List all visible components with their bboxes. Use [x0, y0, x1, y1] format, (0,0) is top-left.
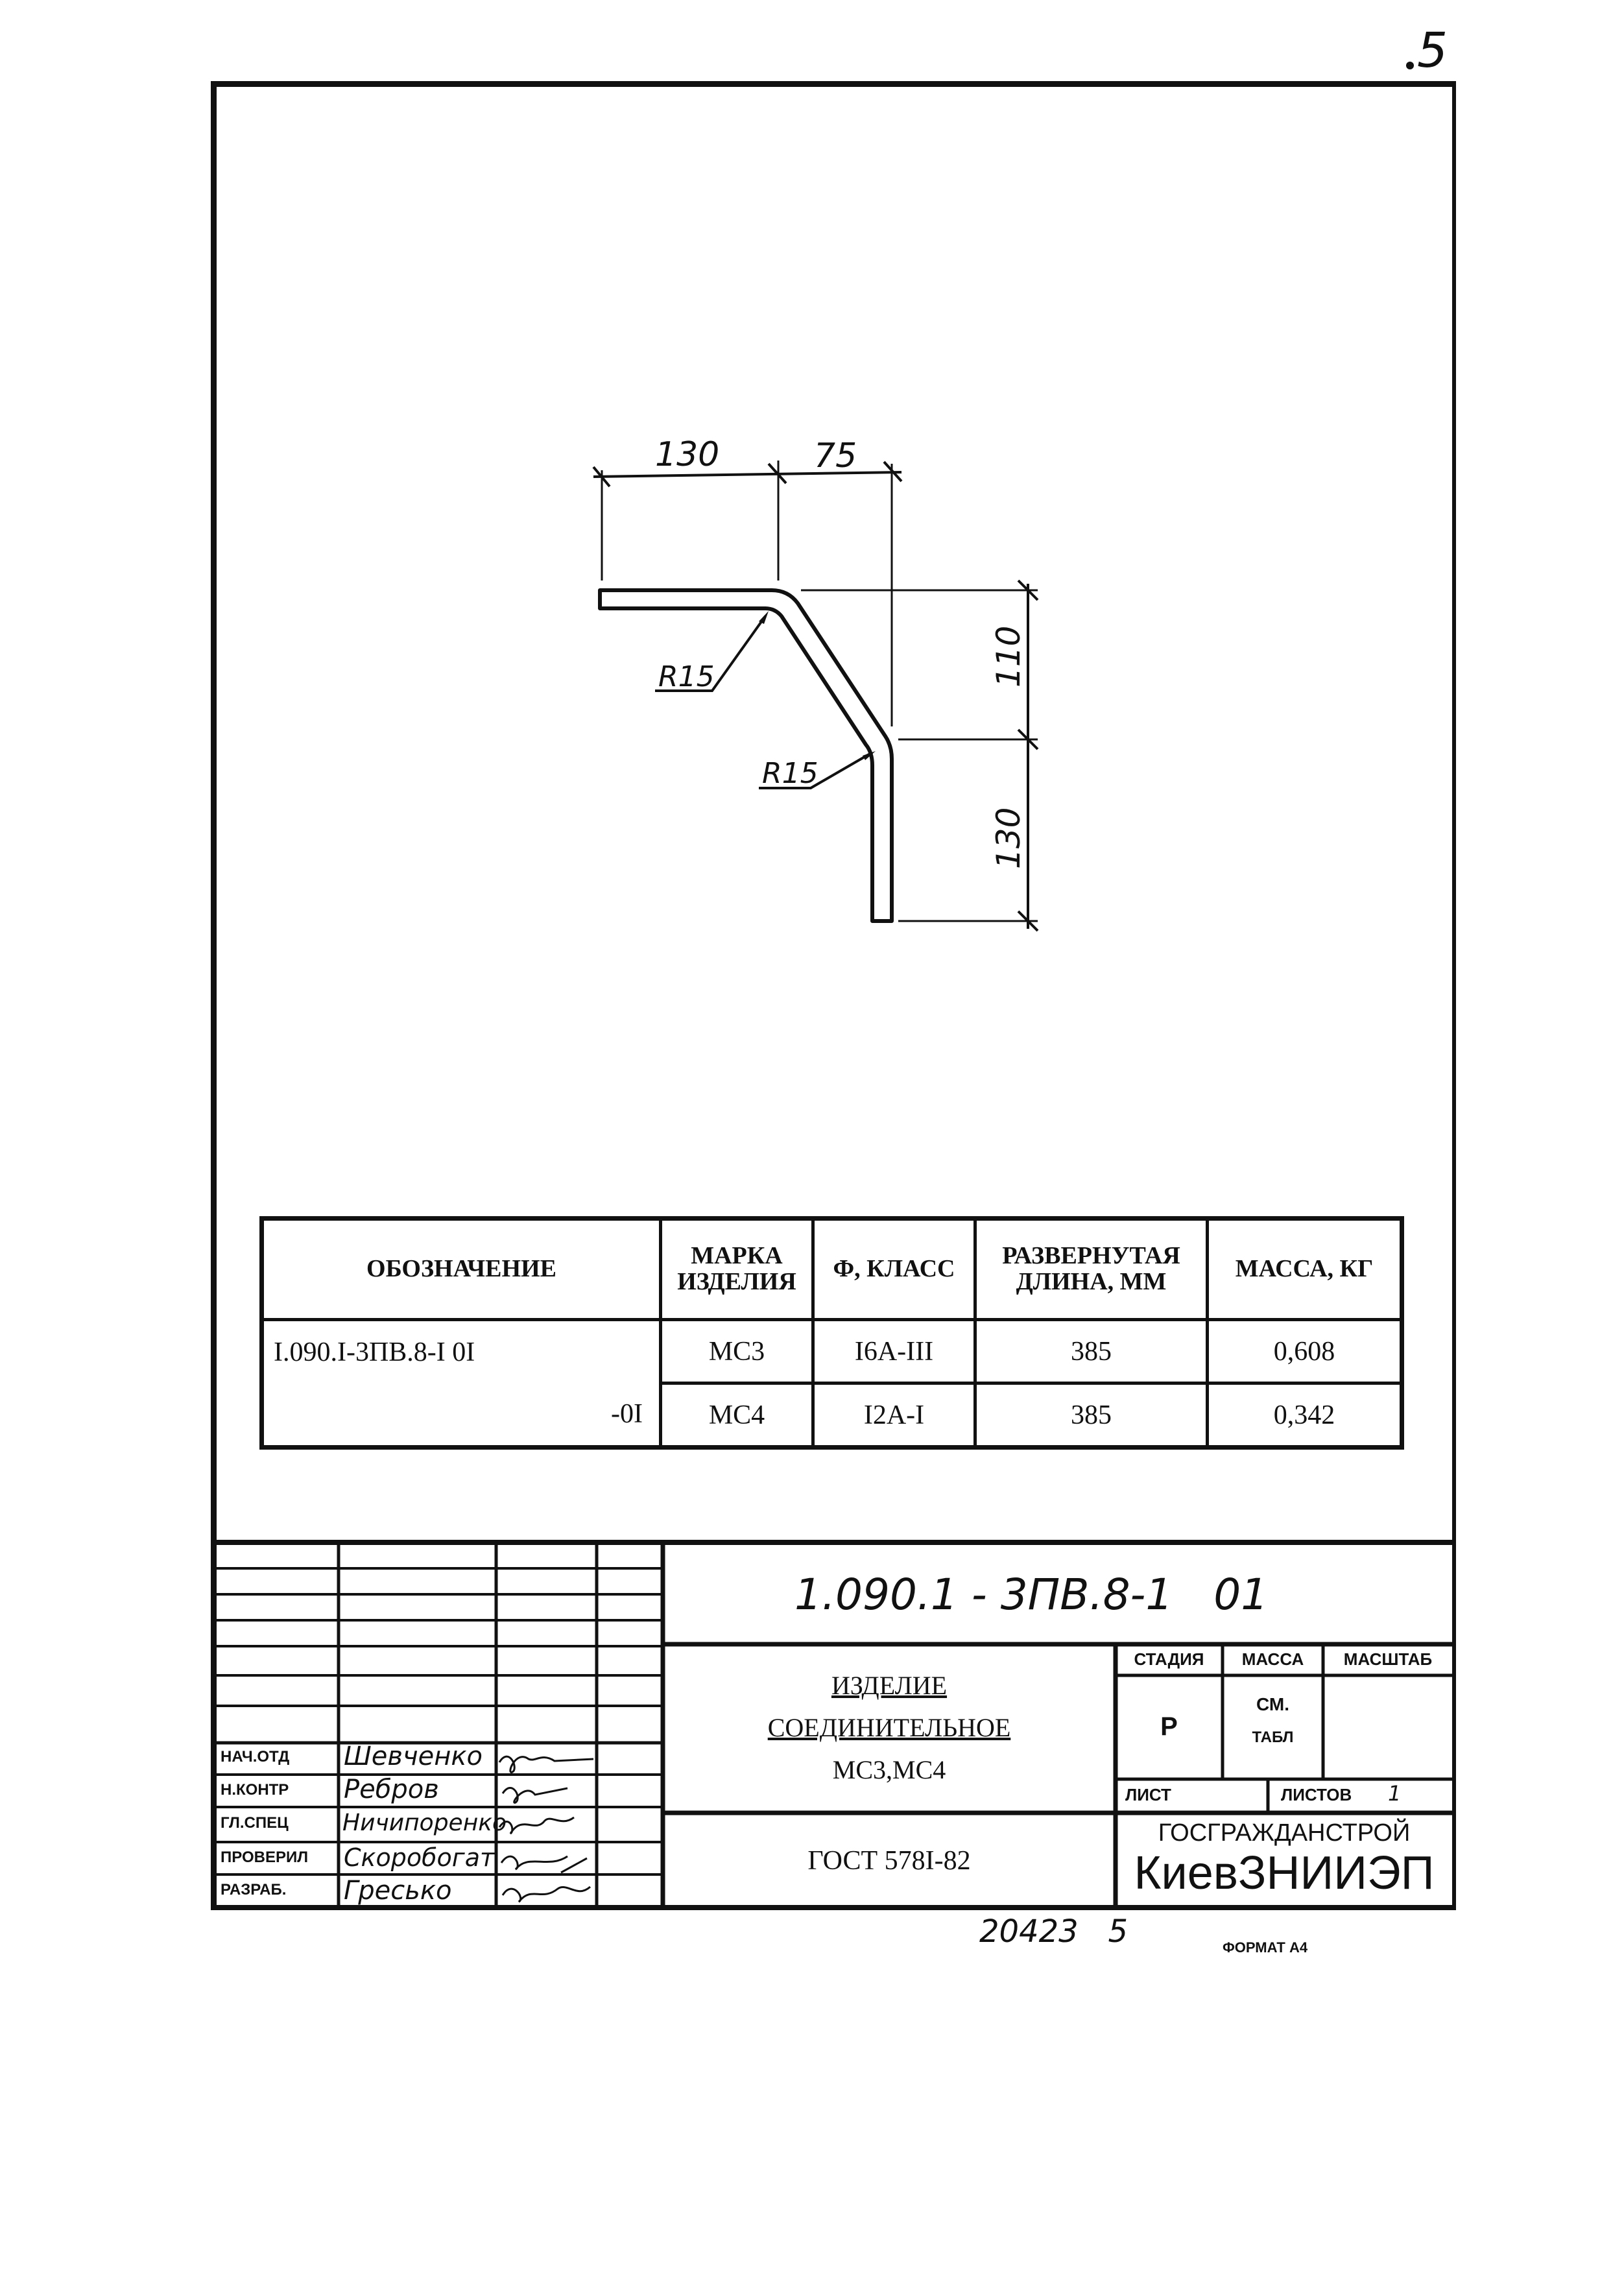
header-mark: МАРКА ИЗДЕЛИЯ — [661, 1219, 813, 1320]
page-number: 5 — [1417, 23, 1448, 78]
sig-role-razrab: РАЗРАБ. — [221, 1881, 287, 1898]
row2-mark: МС4 — [661, 1383, 813, 1448]
sig-name-razrab: Гресько — [344, 1876, 452, 1906]
sheets-label: ЛИСТОВ — [1281, 1785, 1352, 1804]
org-line2: КиевЗНИИЭП — [1134, 1847, 1435, 1899]
sig-name-gl-spec: Ничипоренко — [342, 1810, 507, 1836]
row1-mark: МС3 — [661, 1319, 813, 1383]
row1-length: 385 — [975, 1319, 1208, 1383]
header-designation: ОБОЗНАЧЕНИЕ — [262, 1219, 661, 1320]
header-class: Ф, КЛАСС — [813, 1219, 975, 1320]
mass-value-1: СМ. — [1256, 1694, 1289, 1714]
sig-name-n-kontr: Ребров — [344, 1775, 439, 1804]
sig-role-n-kontr: Н.КОНТР — [221, 1781, 289, 1799]
mass-value-2: ТАБЛ — [1252, 1729, 1294, 1746]
header-length: РАЗВЕРНУТАЯ ДЛИНА, ММ — [975, 1219, 1208, 1320]
signature-scribbles — [496, 1743, 597, 1907]
row1-mass: 0,608 — [1208, 1319, 1402, 1383]
row1-designation: I.090.I-3ПВ.8-I 0I — [262, 1319, 661, 1383]
inventory-number: 20423 5 — [979, 1913, 1128, 1950]
sig-name-proveril: Скоробогат — [344, 1843, 495, 1872]
scale-label: МАСШТАБ — [1343, 1649, 1433, 1669]
sig-role-nach-otd: НАЧ.ОТД — [221, 1748, 290, 1766]
product-name-line3: МС3,МС4 — [832, 1755, 946, 1784]
product-name-line1: ИЗДЕЛИЕ — [831, 1671, 948, 1700]
sheet-label: ЛИСТ — [1125, 1785, 1171, 1804]
standard-ref: ГОСТ 578I-82 — [807, 1846, 971, 1876]
mass-label: МАССА — [1241, 1649, 1304, 1669]
row2-mass: 0,342 — [1208, 1383, 1402, 1448]
dim-radius-2: R15 — [762, 757, 818, 790]
dim-right-upper: 110 — [990, 625, 1027, 688]
sig-name-nach-otd: Шевченко — [344, 1742, 483, 1771]
dim-radius-1: R15 — [658, 660, 715, 693]
stage-label: СТАДИЯ — [1134, 1649, 1204, 1669]
sheets-value: 1 — [1388, 1781, 1402, 1806]
row2-class: I2A-I — [813, 1383, 975, 1448]
header-mass: МАССА, КГ — [1208, 1219, 1402, 1320]
row1-class: I6A-III — [813, 1319, 975, 1383]
sig-role-proveril: ПРОВЕРИЛ — [221, 1849, 309, 1866]
stage-value: Р — [1160, 1712, 1178, 1741]
row2-length: 385 — [975, 1383, 1208, 1448]
row2-designation: -0I — [262, 1383, 661, 1448]
sig-role-gl-spec: ГЛ.СПЕЦ — [221, 1814, 289, 1832]
product-name-line2: СОЕДИНИТЕЛЬНОЕ — [767, 1713, 1011, 1742]
doc-code: 1.090.1 - 3ПВ.8-1 01 — [794, 1570, 1269, 1620]
org-line1: ГОСГРАЖДАНСТРОЙ — [1158, 1819, 1411, 1847]
dim-right-lower: 130 — [990, 807, 1027, 869]
dim-top-right: 75 — [814, 437, 857, 475]
format-label: ФОРМАТ А4 — [1223, 1939, 1308, 1956]
dim-top-left: 130 — [655, 435, 720, 474]
